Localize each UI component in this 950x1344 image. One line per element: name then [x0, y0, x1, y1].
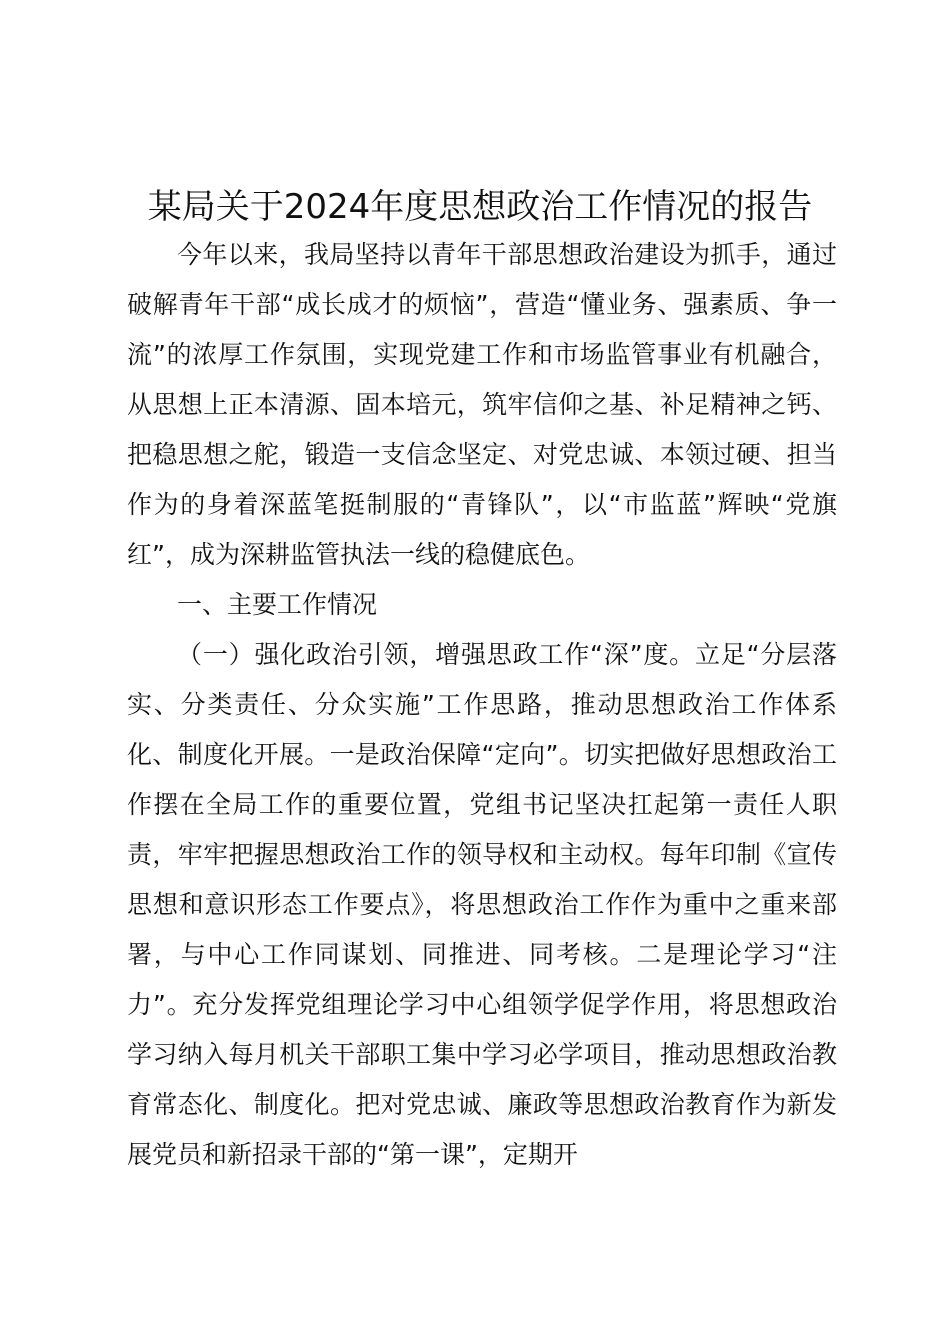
subsection-paragraph: （一）强化政治引领，增强思政工作“深”度。立足“分层落实、分类责任、分众实施”工作思路，推动思想政治工作体系化、制度化开展。一是政治保障“定向”。切实把做好思想政治工作摆在全局工作的重要位置，党组书记坚决扛起第一责任人职责，牢牢把握思想政治工作的领导权和主动权。每年印制《宣传思想和意识形态工作要点》，将思想政治工作作为重中之重来部署，与中心工作同谋划、同推进、同考核。二是理论学习“注力”。充分发挥党组理论学习中心组领学促学作用，将思想政治学习纳入每月机关干部职工集中学习必学项目，推动思想政治教育常态化、制度化。把对党忠诚、廉政等思想政治教育作为新发展党员和新招录干部的“第一课”，定期开 [127, 640, 837, 1169]
intro-paragraph: 今年以来，我局坚持以青年干部思想政治建设为抓手，通过破解青年干部“成长成才的烦恼”，营造“懂业务、强素质、争一流”的浓厚工作氛围，实现党建工作和市场监管事业有机融合，从思想上正本清源、固本培元，筑牢信仰之基、补足精神之钙、把稳思想之舵，锻造一支信念坚定、对党忠诚、本领过硬、担当作为的身着深蓝笔挺制服的“青锋队”，以“市监蓝”辉映“党旗红”，成为深耕监管执法一线的稳健底色。 [127, 240, 837, 569]
document-title: 某局关于2024年度思想政治工作情况的报告 [147, 187, 813, 227]
section-heading: 一、主要工作情况 [177, 590, 378, 619]
document-body [127, 230, 837, 1180]
